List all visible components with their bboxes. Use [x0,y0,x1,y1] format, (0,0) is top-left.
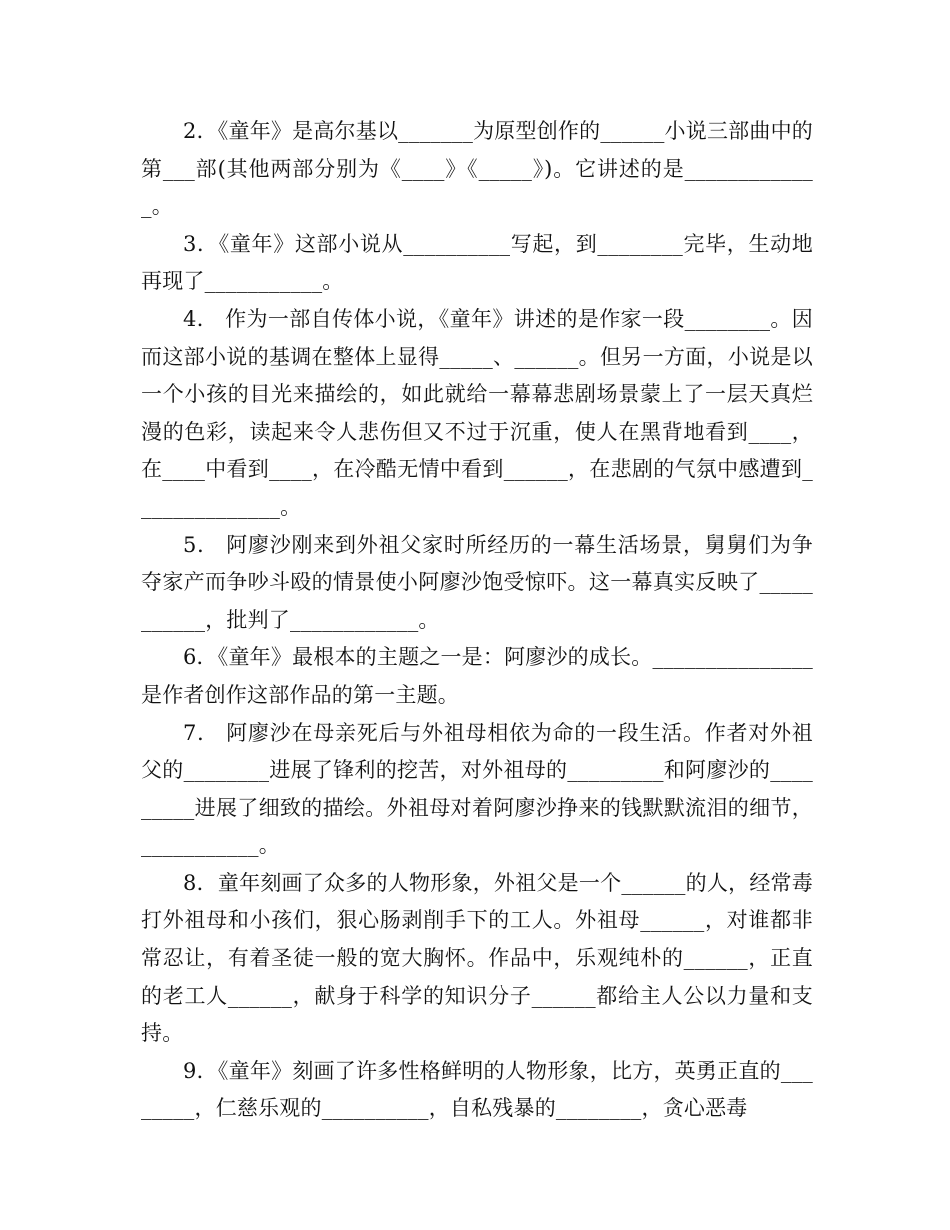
question-3: 3．《童年》这部小说从__________写起，到________完毕，生动地再现了___________。 [141,231,813,294]
document-body [141,113,813,1128]
question-7: 7． 阿廖沙在母亲死后与外祖母相依为命的一段生活。作者对外祖父的________进展了锋利的挖苦，对外祖母的_________和阿廖沙的_________进展了细致的描绘。外祖母对着阿廖沙挣来的钱默默流泪的细节，___________。 [141,720,813,858]
question-5: 5． 阿廖沙刚来到外祖父家时所经历的一幕生活场景，舅舅们为争夺家产而争吵斗殴的情景使小阿廖沙饱受惊吓。这一幕真实反映了___________，批判了____________。 [141,532,813,632]
question-2: 2．《童年》是高尔基以_______为原型创作的______小说三部曲中的第___部(其他两部分别为《____》《_____》)。它讲述的是_____________。 [141,119,813,219]
question-6: 6．《童年》最根本的主题之一是：阿廖沙的成长。_______________是作者创作这部作品的第一主题。 [141,645,813,707]
question-4: 4． 作为一部自传体小说，《童年》讲述的是作家一段________。因而这部小说的基调在整体上显得_____、______。但另一方面，小说是以一个小孩的目光来描绘的，如此就给一幕幕悲剧场景蒙上了一层天真烂漫的色彩，读起来令人悲伤但又不过于沉重，使人在黑背地看到____，在____中看到____，在冷酷无情中看到______，在悲剧的气氛中感遭到______________。 [141,306,813,519]
question-9: 9．《童年》刻画了许多性格鲜明的人物形象，比方，英勇正直的________，仁慈乐观的__________，自私残暴的________，贪心恶毒 [141,1058,813,1121]
question-8: 8．童年刻画了众多的人物形象，外祖父是一个______的人，经常毒打外祖母和小孩们，狠心肠剥削手下的工人。外祖母______，对谁都非常忍让，有着圣徒一般的宽大胸怀。作品中，乐观纯朴的______，正直的老工人______，献身于科学的知识分子______都给主人公以力量和支持。 [141,870,813,1046]
